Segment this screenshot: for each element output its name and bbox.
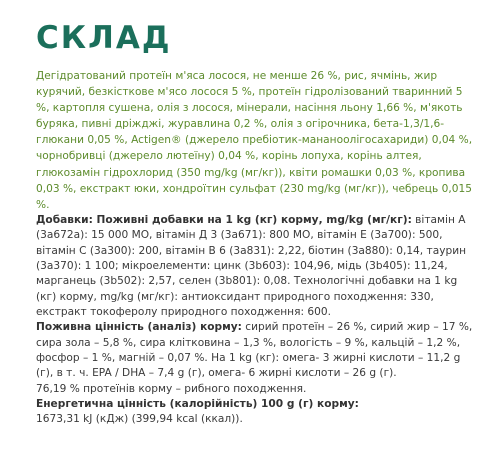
energy-paragraph <box>36 397 476 412</box>
section-title: СКЛАД <box>36 20 172 56</box>
additives-text: вітамін А (3a672a): 15 000 МО, вітамін Д 3 (3a671): 800 МО, вітамін Е (3a700): 500, вітамін С (3a300): 200, вітамін В 6 (3a831): 2,22, біотин (3a880): 0,14, таурин (3a370): 1 100; мікроелементи: цинк (3b603): 104,96, мідь (3b405): 11,24, марганець (3b502): 2,57, селен (3b801): 0,08. Технологічні добавки на 1 kg (кг) корму, mg/kg (мг/кг): антиоксидант природного походження: 330, екстракт токоферолу природного походження: 600. <box>36 214 467 319</box>
additives-label: Добавки: Поживні добавки на 1 kg (кг) корму, mg/kg (мг/кг): <box>36 214 412 226</box>
additives-paragraph <box>36 213 476 320</box>
nutrition-label: Поживна цінність (аналіз) корму: <box>36 321 242 334</box>
nutrition-text: сирий протеїн – 26 %, сирий жир – 17 %, сира зола – 5,8 %, сира клітковина – 1,3 %, вологість – 9 %, кальцій – 1,2 %, фосфор – 1 %, магній – 0,07 %. На 1 kg (кг): омега- 3 жирні кислоти – 11,2 g (г), в т. ч. EPA / DHA – 7,4 g (г), омега- 6 жирні кислоти – 26 g (г). <box>36 321 473 380</box>
energy-label: Енергетична цінність (калорійність) 100 g (г) корму: <box>36 398 359 411</box>
energy-value: 1673,31 kJ (кДж) (399,94 kcal (ккал)). <box>36 413 243 426</box>
nutrition-paragraph <box>36 320 476 381</box>
ingredients-text: Дегідратований протеїн м'яса лосося, не менше 26 %, рис, ячмінь, жир курячий, безкісткове м'ясо лосося 5 %, протеїн гідролізований тваринний 5 %, картопля сушена, олія з лосося, мінерали, насіння льону 1,66 %, м'якоть буряка, пивні дріжджі, журавлина 0,2 %, олія з огірочника, бета-1,3/1,6-глюкани 0,05 %, Actigen® (джерело пребіотик-мананоолігосахариди) 0,04 %, чорнобривці (джерело лютеїну) 0,04 %, корінь лопуха, корінь алтея, глюкозамін гідрохлорид (350 mg/kg (мг/кг)), квіти ромашки 0,03 %, кропива 0,03 %, екстракт юки, хондроїтин сульфат (230 mg/kg (мг/кг)), чебрець 0,015 %. <box>36 70 473 211</box>
analysis-block <box>36 213 476 428</box>
protein-note: 76,19 % протеїнів корму – рибного походження. <box>36 382 307 395</box>
